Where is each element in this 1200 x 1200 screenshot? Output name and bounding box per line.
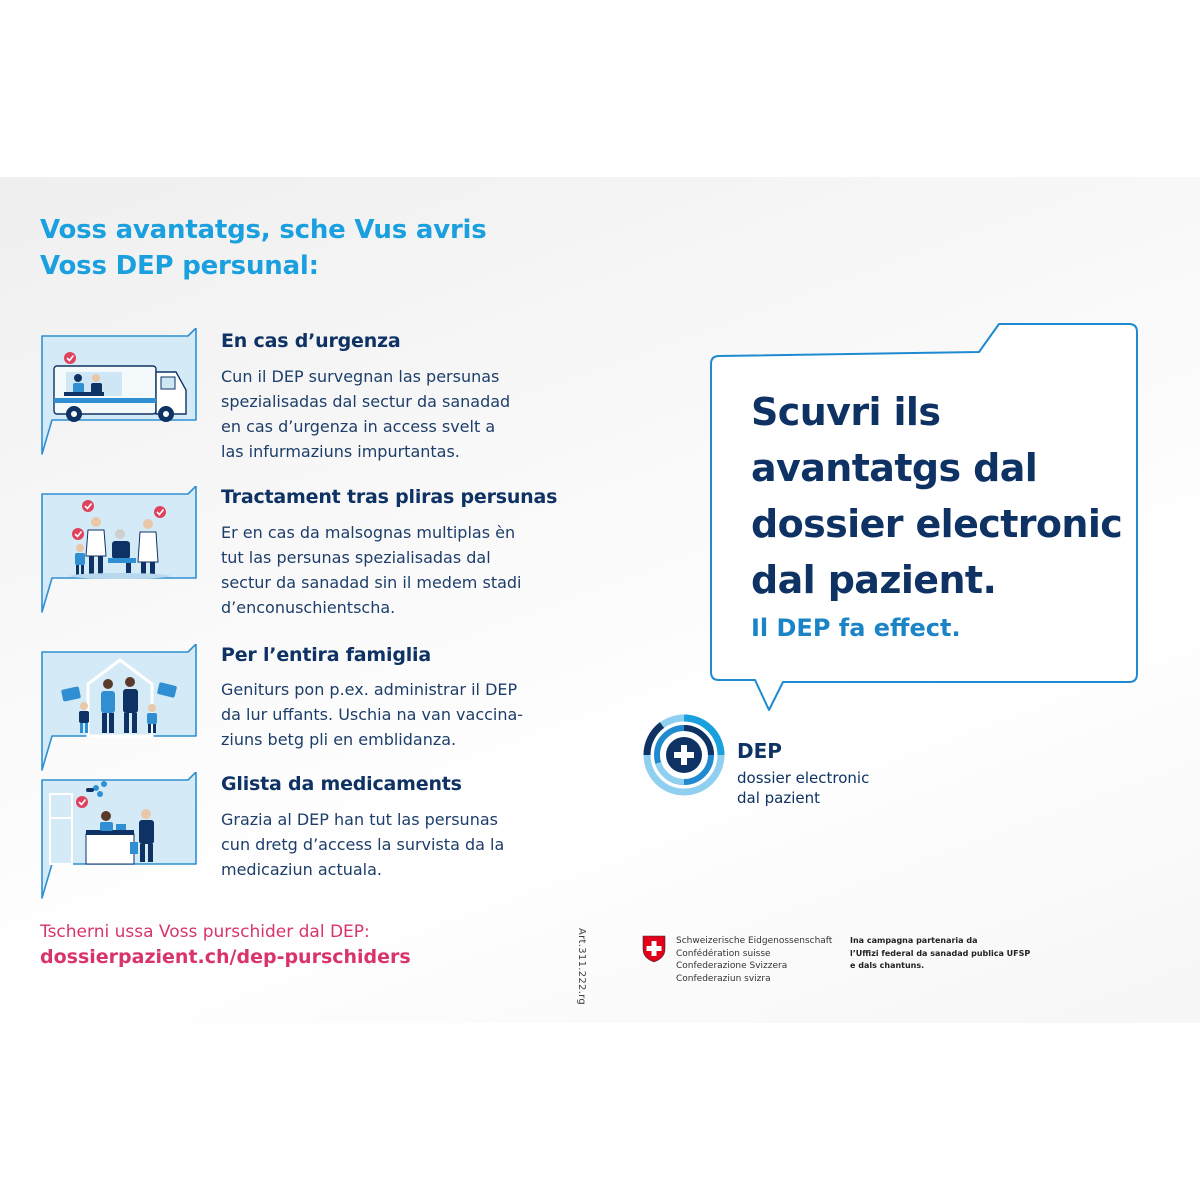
bubble-tagline: Il DEP fa effect. bbox=[751, 614, 961, 642]
dep-logo-subtitle: dossier electronic dal pazient bbox=[737, 769, 870, 807]
dep-logo-name: DEP bbox=[737, 739, 782, 763]
confederation-text: Schweizerische Eidgenossenschaft Confédération suisse Confederazione Svizzera Confederaziun svizra bbox=[676, 936, 833, 984]
dep-logo-icon bbox=[642, 713, 726, 797]
headline-line-1: Voss avantatgs, sche Vus avris bbox=[40, 215, 487, 245]
bubble-title: Scuvri ils avantatgs dal dossier electronic dal pazient. bbox=[751, 390, 1123, 602]
ambulance-icon bbox=[40, 328, 198, 458]
benefit-title-medication: Glista da medicaments bbox=[221, 773, 462, 795]
benefit-text-emergency: Cun il DEP survegnan las persunas spezialisadas dal sectur da sanadad en cas d’urgenza in access svelt a las infurmaziuns impurtantas. bbox=[221, 367, 511, 461]
care-team-icon bbox=[40, 486, 198, 616]
benefit-text-medication: Grazia al DEP han tut las persunas cun dretg d’access la survista da la medicaziun actuala. bbox=[221, 810, 505, 879]
provider-link[interactable]: dossierpazient.ch/dep-purschiders bbox=[40, 946, 411, 968]
headline bbox=[40, 212, 487, 284]
benefit-title-emergency: En cas d’urgenza bbox=[221, 330, 401, 352]
benefit-title-care-team: Tractament tras pliras persunas bbox=[221, 486, 558, 508]
campaign-text: Ina campagna partenaria da l’Uffizi federal da sanadad publica UFSP e dals chantuns. bbox=[850, 936, 1031, 970]
benefit-text-family: Geniturs pon p.ex. administrar il DEP da lur uffants. Uschia na van vaccina- ziuns betg pli en emblidanza. bbox=[221, 680, 524, 749]
headline-line-2: Voss DEP persunal: bbox=[40, 251, 319, 281]
swiss-shield-icon bbox=[642, 935, 666, 963]
provider-label: Tscherni ussa Voss purschider dal DEP: bbox=[40, 922, 370, 942]
benefit-text-care-team: Er en cas da malsognas multiplas èn tut las persunas spezialisadas dal sectur da sanadad sin il medem stadi d’enconuschientscha. bbox=[221, 523, 522, 617]
family-icon bbox=[40, 644, 198, 774]
benefit-title-family: Per l’entira famiglia bbox=[221, 644, 431, 666]
pharmacy-icon bbox=[40, 772, 198, 902]
